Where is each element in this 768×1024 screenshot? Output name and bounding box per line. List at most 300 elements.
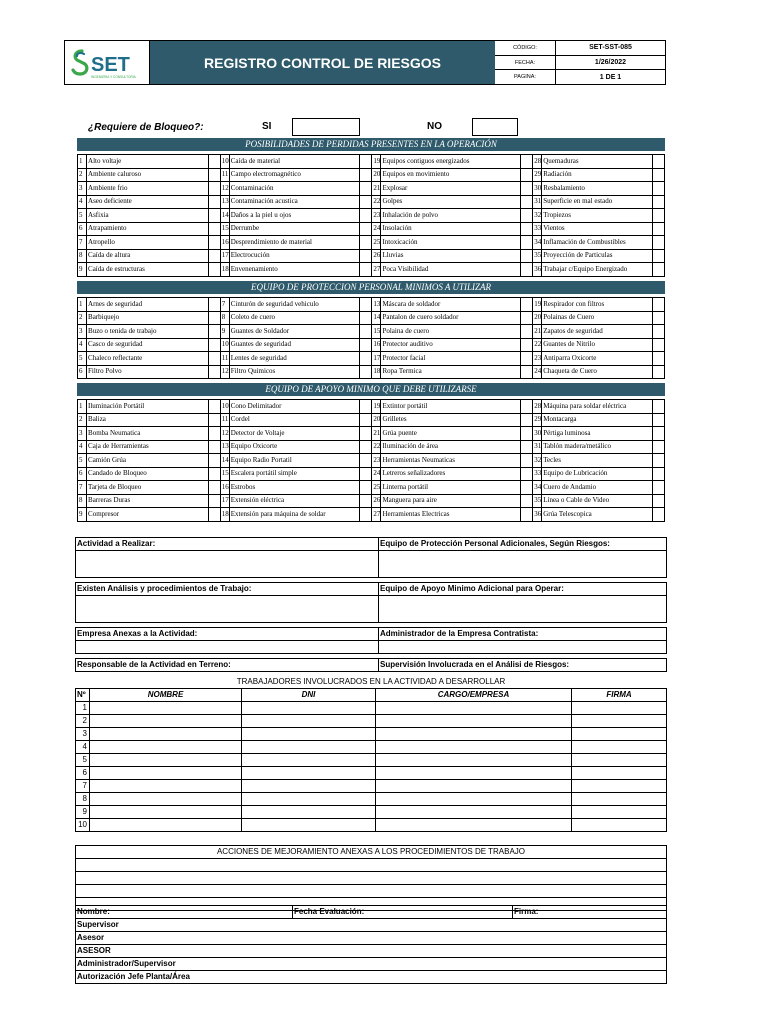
- item-number: 25: [372, 236, 381, 250]
- item-checkbox[interactable]: [360, 352, 372, 366]
- item-label: Polainas de Cuero: [542, 311, 653, 325]
- item-checkbox[interactable]: [521, 263, 533, 277]
- item-checkbox[interactable]: [360, 365, 372, 379]
- item-number: 17: [220, 249, 229, 263]
- item-checkbox[interactable]: [521, 440, 533, 454]
- item-label: Quemaduras: [542, 155, 653, 169]
- item-checkbox[interactable]: [521, 481, 533, 495]
- item-number: 10: [220, 338, 229, 352]
- item-checkbox[interactable]: [652, 182, 664, 196]
- item-checkbox[interactable]: [652, 168, 664, 182]
- item-number: 2: [78, 311, 87, 325]
- item-checkbox[interactable]: [360, 427, 372, 441]
- worker-cell[interactable]: [376, 754, 572, 767]
- item-number: 22: [372, 440, 381, 454]
- item-label: Equipos en movimiento: [381, 168, 521, 182]
- item-checkbox[interactable]: [521, 365, 533, 379]
- item-label: Buzo o tenida de trabajo: [87, 325, 209, 339]
- item-number: 1: [78, 155, 87, 169]
- item-label: Máscara de soldador: [381, 298, 521, 312]
- worker-cell[interactable]: [90, 793, 242, 806]
- worker-cell[interactable]: [242, 715, 376, 728]
- item-label: Antiparra Oxicorte: [542, 352, 653, 366]
- worker-cell[interactable]: [242, 806, 376, 819]
- worker-cell[interactable]: [376, 767, 572, 780]
- worker-cell[interactable]: [242, 754, 376, 767]
- item-number: 21: [372, 427, 381, 441]
- item-checkbox[interactable]: [360, 263, 372, 277]
- item-label: Grúa Telescopica: [542, 508, 653, 522]
- item-number: 14: [220, 209, 229, 223]
- item-label: Barreras Duras: [87, 494, 209, 508]
- accion-line[interactable]: [76, 872, 667, 885]
- item-number: 7: [78, 481, 87, 495]
- item-label: Resbalamiento: [542, 182, 653, 196]
- item-checkbox[interactable]: [208, 481, 220, 495]
- item-checkbox[interactable]: [652, 454, 664, 468]
- item-checkbox[interactable]: [652, 508, 664, 522]
- item-label: Equipos contiguos energizados: [381, 155, 521, 169]
- item-label: Caída de altura: [87, 249, 209, 263]
- item-label: Caída de estructuras: [87, 263, 209, 277]
- item-checkbox[interactable]: [652, 494, 664, 508]
- item-number: 34: [533, 236, 542, 250]
- item-number: 28: [533, 155, 542, 169]
- worker-row: [76, 806, 667, 819]
- item-number: 29: [533, 168, 542, 182]
- item-checkbox[interactable]: [652, 298, 664, 312]
- item-number: 18: [372, 365, 381, 379]
- col-header: CARGO/EMPRESA: [376, 689, 572, 702]
- item-label: Intoxicación: [381, 236, 521, 250]
- item-checkbox[interactable]: [521, 454, 533, 468]
- item-checkbox[interactable]: [360, 236, 372, 250]
- item-label: Compresor: [87, 508, 209, 522]
- worker-cell[interactable]: [90, 728, 242, 741]
- item-checkbox[interactable]: [652, 413, 664, 427]
- item-number: 6: [78, 222, 87, 236]
- worker-row: [76, 754, 667, 767]
- item-number: 7: [78, 236, 87, 250]
- worker-cell[interactable]: [376, 741, 572, 754]
- worker-number: 3: [76, 728, 90, 741]
- item-number: 4: [78, 338, 87, 352]
- item-checkbox[interactable]: [521, 298, 533, 312]
- item-checkbox[interactable]: [652, 311, 664, 325]
- item-label: Linterna portátil: [381, 481, 521, 495]
- worker-cell[interactable]: [376, 793, 572, 806]
- item-checkbox[interactable]: [208, 263, 220, 277]
- item-checkbox[interactable]: [208, 454, 220, 468]
- administrador-field[interactable]: [379, 641, 667, 654]
- worker-number: 1: [76, 702, 90, 715]
- item-label: Herramientas Neumaticas: [381, 454, 521, 468]
- item-number: 3: [78, 182, 87, 196]
- item-label: Máquina para soldar eléctrica: [542, 400, 653, 414]
- item-checkbox[interactable]: [360, 413, 372, 427]
- item-label: Ropa Termica: [381, 365, 521, 379]
- svg-text:INGENIERIA Y CONSULTORIA: INGENIERIA Y CONSULTORIA: [91, 74, 136, 79]
- item-checkbox[interactable]: [208, 168, 220, 182]
- worker-cell[interactable]: [242, 702, 376, 715]
- item-checkbox[interactable]: [208, 155, 220, 169]
- worker-cell[interactable]: [572, 741, 667, 754]
- item-number: 18: [220, 508, 229, 522]
- item-label: Protector facial: [381, 352, 521, 366]
- item-checkbox[interactable]: [360, 494, 372, 508]
- section-title-epp: EQUIPO DE PROTECCION PERSONAL MINIMOS A UTILIZAR: [77, 281, 665, 294]
- item-checkbox[interactable]: [208, 467, 220, 481]
- signoff-role: Asesor: [76, 932, 667, 945]
- item-number: 9: [78, 508, 87, 522]
- bloqueo-row: [88, 118, 518, 136]
- item-checkbox[interactable]: [521, 508, 533, 522]
- item-number: 5: [78, 209, 87, 223]
- item-number: 16: [220, 236, 229, 250]
- item-label: Trabajar c/Equipo Energizado: [542, 263, 653, 277]
- worker-cell[interactable]: [572, 702, 667, 715]
- item-checkbox[interactable]: [652, 467, 664, 481]
- worker-cell[interactable]: [572, 793, 667, 806]
- item-checkbox[interactable]: [521, 155, 533, 169]
- item-number: 36: [533, 263, 542, 277]
- worker-row: [76, 728, 667, 741]
- item-checkbox[interactable]: [208, 311, 220, 325]
- worker-cell[interactable]: [376, 715, 572, 728]
- item-checkbox[interactable]: [360, 249, 372, 263]
- item-checkbox[interactable]: [652, 338, 664, 352]
- worker-cell[interactable]: [572, 819, 667, 832]
- item-label: Contaminación acustica: [229, 195, 360, 209]
- item-label: Barbiquejo: [87, 311, 209, 325]
- actividad-field[interactable]: [76, 551, 379, 578]
- worker-cell[interactable]: [90, 715, 242, 728]
- item-checkbox[interactable]: [360, 168, 372, 182]
- worker-cell[interactable]: [242, 793, 376, 806]
- item-checkbox[interactable]: [208, 236, 220, 250]
- item-checkbox[interactable]: [652, 195, 664, 209]
- item-label: Alto voltaje: [87, 155, 209, 169]
- item-number: 35: [533, 494, 542, 508]
- worker-cell[interactable]: [242, 728, 376, 741]
- meta-value: 1 DE 1: [599, 73, 622, 81]
- item-checkbox[interactable]: [208, 440, 220, 454]
- worker-cell[interactable]: [90, 754, 242, 767]
- item-number: 3: [78, 325, 87, 339]
- item-label: Tropiezos: [542, 209, 653, 223]
- worker-row: [76, 793, 667, 806]
- item-label: Aseo deficiente: [87, 195, 209, 209]
- item-checkbox[interactable]: [652, 249, 664, 263]
- worker-cell[interactable]: [242, 780, 376, 793]
- item-checkbox[interactable]: [521, 195, 533, 209]
- item-label: Montacarga: [542, 413, 653, 427]
- item-checkbox[interactable]: [208, 182, 220, 196]
- item-label: Superficie en mal estado: [542, 195, 653, 209]
- worker-number: 10: [76, 819, 90, 832]
- document-header: [64, 40, 666, 85]
- worker-cell[interactable]: [572, 767, 667, 780]
- item-checkbox[interactable]: [521, 168, 533, 182]
- item-label: Estrobos: [229, 481, 360, 495]
- worker-cell[interactable]: [90, 702, 242, 715]
- item-number: 19: [372, 400, 381, 414]
- item-label: Casco de seguridad: [87, 338, 209, 352]
- worker-cell[interactable]: [376, 806, 572, 819]
- item-number: 27: [372, 508, 381, 522]
- item-number: 15: [372, 325, 381, 339]
- item-checkbox[interactable]: [208, 209, 220, 223]
- item-number: 13: [220, 440, 229, 454]
- item-label: Tarjeta de Bloqueo: [87, 481, 209, 495]
- accion-line[interactable]: [76, 885, 667, 898]
- item-checkbox[interactable]: [652, 222, 664, 236]
- item-label: Detector de Voltaje: [229, 427, 360, 441]
- item-label: Atropello: [87, 236, 209, 250]
- item-number: 6: [78, 365, 87, 379]
- item-checkbox[interactable]: [360, 325, 372, 339]
- analisis-field[interactable]: [76, 596, 379, 623]
- item-checkbox[interactable]: [521, 249, 533, 263]
- item-label: Iluminación Portátil: [87, 400, 209, 414]
- item-label: Equipo de Lubricación: [542, 467, 653, 481]
- worker-cell[interactable]: [376, 819, 572, 832]
- analisis-label: Existen Análisis y procedimientos de Trabajo:: [76, 583, 379, 596]
- item-number: 5: [78, 454, 87, 468]
- item-checkbox[interactable]: [208, 352, 220, 366]
- worker-cell[interactable]: [572, 715, 667, 728]
- si-label: SI: [262, 121, 272, 132]
- item-checkbox[interactable]: [360, 440, 372, 454]
- supervision-label: Supervisión Involucrada en el Análisi de Riesgos:: [379, 659, 667, 672]
- item-number: 20: [533, 311, 542, 325]
- item-checkbox[interactable]: [360, 311, 372, 325]
- item-label: Escalera portátil simple: [229, 467, 360, 481]
- item-label: Guantes de Nitrilo: [542, 338, 653, 352]
- si-checkbox[interactable]: [292, 118, 360, 136]
- item-label: Radiación: [542, 168, 653, 182]
- item-checkbox[interactable]: [652, 263, 664, 277]
- item-number: 26: [372, 494, 381, 508]
- item-label: Iluminación de área: [381, 440, 521, 454]
- no-checkbox[interactable]: [472, 118, 518, 136]
- item-label: Daños a la piel u ojos: [229, 209, 360, 223]
- worker-cell[interactable]: [572, 754, 667, 767]
- item-checkbox[interactable]: [360, 298, 372, 312]
- epp-grid: [77, 297, 665, 379]
- item-checkbox[interactable]: [521, 467, 533, 481]
- item-number: 31: [533, 440, 542, 454]
- worker-row: [76, 767, 667, 780]
- item-checkbox[interactable]: [360, 454, 372, 468]
- worker-cell[interactable]: [242, 767, 376, 780]
- item-checkbox[interactable]: [360, 182, 372, 196]
- item-label: Arnes de seguridad: [87, 298, 209, 312]
- item-label: Extensión eléctrica: [229, 494, 360, 508]
- firma-label: Firma:: [513, 906, 667, 919]
- accion-line[interactable]: [76, 859, 667, 872]
- meta-value: 1/26/2022: [594, 59, 627, 66]
- item-checkbox[interactable]: [521, 222, 533, 236]
- item-label: Inflamación de Combustibles: [542, 236, 653, 250]
- item-checkbox[interactable]: [521, 352, 533, 366]
- item-label: Línea o Cable de Video: [542, 494, 653, 508]
- item-checkbox[interactable]: [521, 413, 533, 427]
- worker-cell[interactable]: [90, 780, 242, 793]
- worker-row: [76, 780, 667, 793]
- worker-number: 9: [76, 806, 90, 819]
- item-number: 20: [372, 413, 381, 427]
- epp-adicional-label: Equipo de Protección Personal Adicionales, Según Riesgos:: [379, 538, 667, 551]
- col-header: NOMBRE: [90, 689, 242, 702]
- item-checkbox[interactable]: [360, 338, 372, 352]
- item-label: Inhalación de polvo: [381, 209, 521, 223]
- item-number: 17: [372, 352, 381, 366]
- apoyo-adicional-label: Equipo de Apoyo Minimo Adicional para Operar:: [379, 583, 667, 596]
- worker-cell[interactable]: [376, 780, 572, 793]
- item-checkbox[interactable]: [652, 325, 664, 339]
- item-checkbox[interactable]: [208, 222, 220, 236]
- item-checkbox[interactable]: [208, 365, 220, 379]
- worker-cell[interactable]: [376, 702, 572, 715]
- item-number: 23: [372, 209, 381, 223]
- item-label: Vientos: [542, 222, 653, 236]
- item-label: Camión Grúa: [87, 454, 209, 468]
- item-checkbox[interactable]: [652, 481, 664, 495]
- meta-value: SET-SST-085: [589, 44, 632, 52]
- item-checkbox[interactable]: [652, 155, 664, 169]
- item-checkbox[interactable]: [208, 400, 220, 414]
- item-checkbox[interactable]: [652, 352, 664, 366]
- worker-number: 6: [76, 767, 90, 780]
- item-label: Extensión para máquina de soldar: [229, 508, 360, 522]
- item-label: Derrumbe: [229, 222, 360, 236]
- item-checkbox[interactable]: [360, 155, 372, 169]
- worker-number: 2: [76, 715, 90, 728]
- item-checkbox[interactable]: [360, 222, 372, 236]
- actividad-label: Actividad a Realizar:: [76, 538, 379, 551]
- item-checkbox[interactable]: [652, 400, 664, 414]
- item-label: Golpes: [381, 195, 521, 209]
- item-checkbox[interactable]: [208, 195, 220, 209]
- item-checkbox[interactable]: [521, 325, 533, 339]
- item-label: Atrapamiento: [87, 222, 209, 236]
- worker-cell[interactable]: [376, 728, 572, 741]
- item-label: Cordel: [229, 413, 360, 427]
- worker-row: [76, 741, 667, 754]
- item-checkbox[interactable]: [521, 494, 533, 508]
- worker-cell[interactable]: [572, 780, 667, 793]
- worker-cell[interactable]: [90, 806, 242, 819]
- worker-cell[interactable]: [242, 741, 376, 754]
- item-checkbox[interactable]: [208, 338, 220, 352]
- item-number: 27: [372, 263, 381, 277]
- item-label: Lluvias: [381, 249, 521, 263]
- empresa-field[interactable]: [76, 641, 379, 654]
- item-checkbox[interactable]: [521, 338, 533, 352]
- item-checkbox[interactable]: [521, 182, 533, 196]
- worker-cell[interactable]: [90, 741, 242, 754]
- item-checkbox[interactable]: [652, 236, 664, 250]
- item-label: Electrocución: [229, 249, 360, 263]
- responsable-label: Responsable de la Actividad en Terreno:: [76, 659, 379, 672]
- item-checkbox[interactable]: [652, 427, 664, 441]
- item-label: Desprendimiento de material: [229, 236, 360, 250]
- section-title-apoyo: EQUIPO DE APOYO MINIMO QUE DEBE UTILIZARSE: [77, 383, 665, 396]
- item-checkbox[interactable]: [360, 508, 372, 522]
- item-checkbox[interactable]: [208, 494, 220, 508]
- item-checkbox[interactable]: [208, 249, 220, 263]
- item-checkbox[interactable]: [652, 209, 664, 223]
- item-checkbox[interactable]: [360, 195, 372, 209]
- workers-title: TRABAJADORES INVOLUCRADOS EN LA ACTIVIDAD A DESARROLLAR: [76, 676, 667, 689]
- item-number: 15: [220, 467, 229, 481]
- col-header: Nº: [76, 689, 90, 702]
- item-number: 12: [220, 365, 229, 379]
- item-checkbox[interactable]: [521, 209, 533, 223]
- item-checkbox[interactable]: [521, 236, 533, 250]
- item-checkbox[interactable]: [360, 400, 372, 414]
- item-number: 14: [220, 454, 229, 468]
- worker-cell[interactable]: [90, 767, 242, 780]
- item-number: 17: [220, 494, 229, 508]
- worker-cell[interactable]: [572, 806, 667, 819]
- signoff-role: Autorización Jefe Planta/Área: [76, 971, 667, 984]
- item-number: 29: [533, 413, 542, 427]
- item-label: Caída de material: [229, 155, 360, 169]
- item-checkbox[interactable]: [652, 365, 664, 379]
- item-number: 30: [533, 182, 542, 196]
- item-checkbox[interactable]: [652, 440, 664, 454]
- item-label: Pértiga luminosa: [542, 427, 653, 441]
- item-checkbox[interactable]: [208, 298, 220, 312]
- item-label: Herramientas Electricas: [381, 508, 521, 522]
- item-number: 12: [220, 182, 229, 196]
- item-number: 22: [372, 195, 381, 209]
- item-checkbox[interactable]: [521, 311, 533, 325]
- company-logo: [65, 41, 150, 84]
- worker-cell[interactable]: [242, 819, 376, 832]
- item-checkbox[interactable]: [360, 467, 372, 481]
- item-number: 11: [220, 168, 229, 182]
- worker-row: [76, 702, 667, 715]
- item-number: 12: [220, 427, 229, 441]
- apoyo-adicional-field[interactable]: [379, 596, 667, 623]
- item-checkbox[interactable]: [360, 481, 372, 495]
- item-number: 8: [78, 494, 87, 508]
- col-header: DNI: [242, 689, 376, 702]
- acciones-table: [75, 845, 667, 911]
- signoff-role: ASESOR: [76, 945, 667, 958]
- item-checkbox[interactable]: [521, 427, 533, 441]
- item-checkbox[interactable]: [521, 400, 533, 414]
- item-number: 22: [533, 338, 542, 352]
- item-checkbox[interactable]: [208, 413, 220, 427]
- epp-adicional-field[interactable]: [379, 551, 667, 578]
- item-label: Lentes de seguridad: [229, 352, 360, 366]
- item-label: Ambiente caluroso: [87, 168, 209, 182]
- worker-cell[interactable]: [90, 819, 242, 832]
- item-checkbox[interactable]: [208, 325, 220, 339]
- item-label: Filtro Polvo: [87, 365, 209, 379]
- item-checkbox[interactable]: [208, 427, 220, 441]
- item-checkbox[interactable]: [360, 209, 372, 223]
- item-label: Proyección de Particulas: [542, 249, 653, 263]
- document-title: REGISTRO CONTROL DE RIESGOS: [150, 41, 495, 84]
- item-checkbox[interactable]: [208, 508, 220, 522]
- item-number: 31: [533, 195, 542, 209]
- worker-cell[interactable]: [572, 728, 667, 741]
